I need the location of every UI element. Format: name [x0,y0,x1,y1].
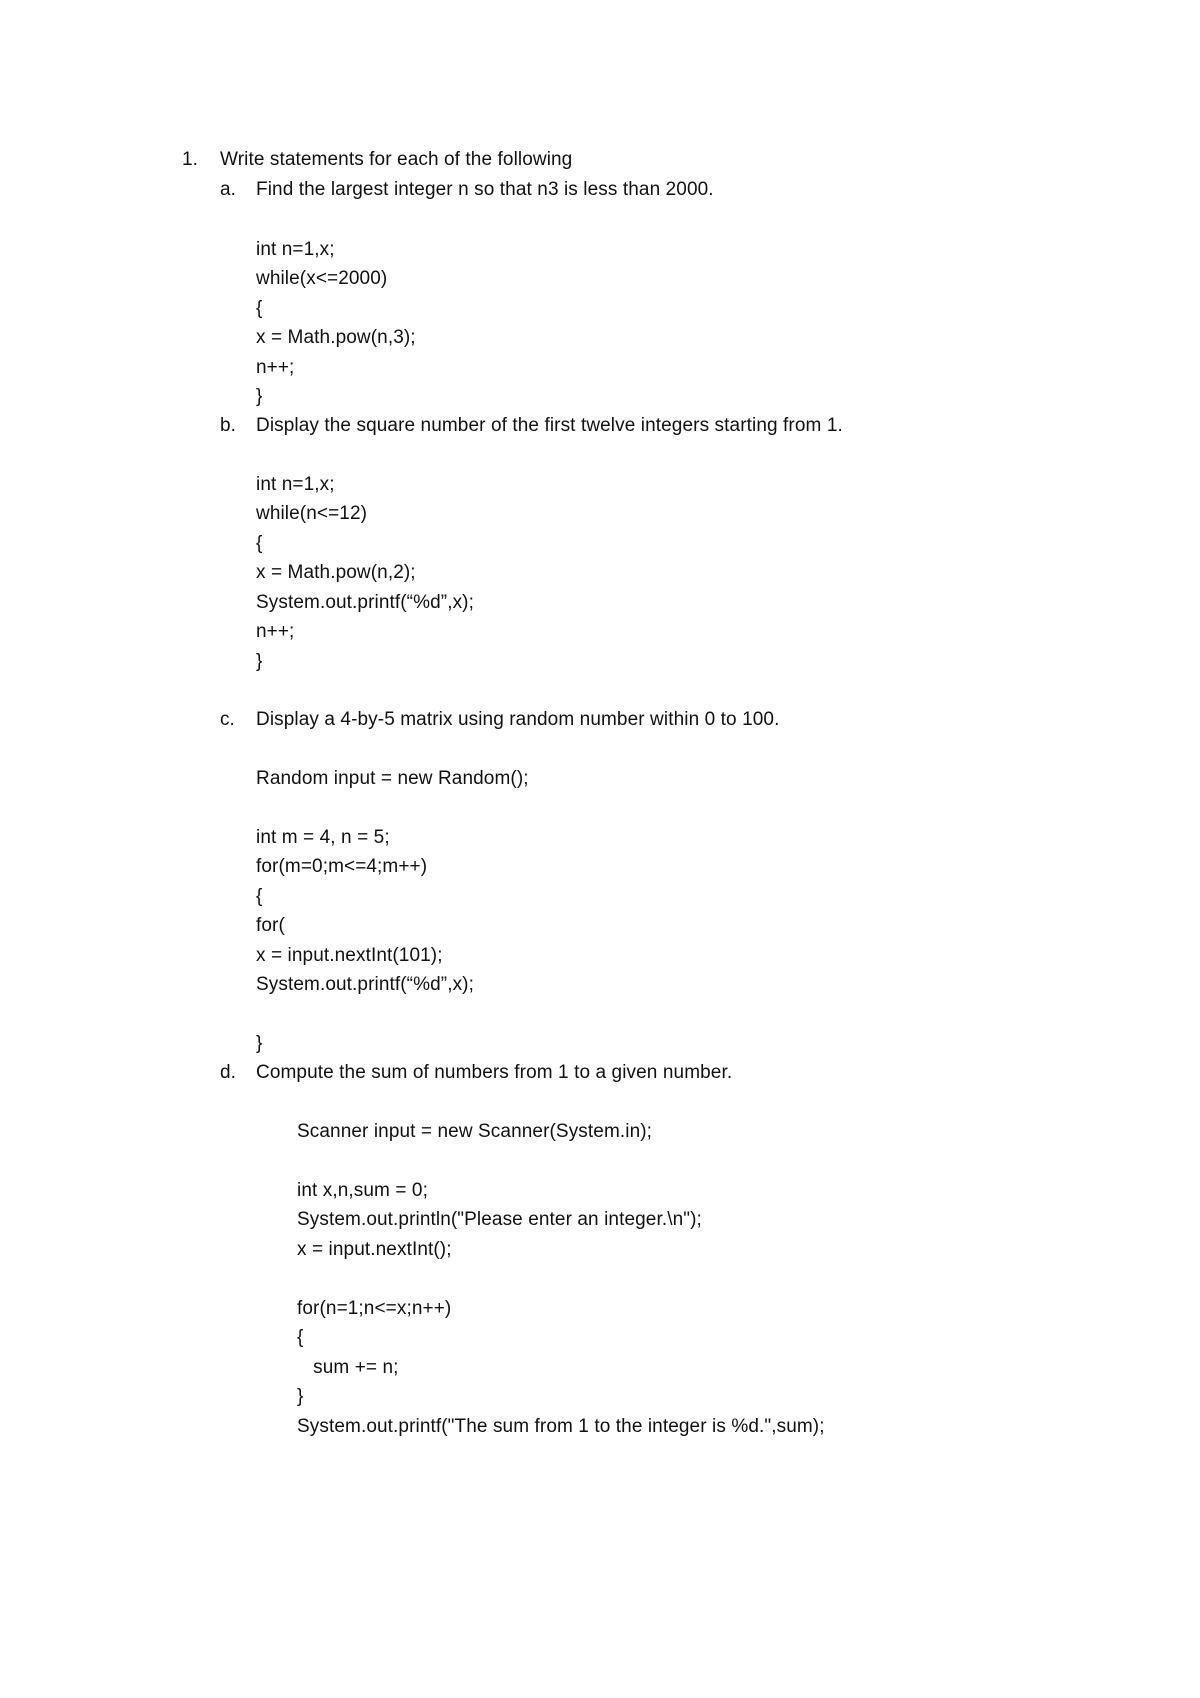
code-line: x = input.nextInt(101); [256,945,443,966]
part-d-label: d. [220,1062,236,1083]
code-line: int n=1,x; [256,239,335,260]
code-line: while(x<=2000) [256,268,388,289]
code-line: x = Math.pow(n,3); [256,327,416,348]
code-line: int m = 4, n = 5; [256,827,390,848]
part-c-prompt: Display a 4-by-5 matrix using random number within 0 to 100. [256,709,780,730]
part-b-prompt: Display the square number of the first twelve integers starting from 1. [256,415,843,436]
code-line: while(n<=12) [256,503,368,524]
code-line: } [256,1033,263,1054]
code-line: sum += n; [297,1357,399,1378]
code-line: { [297,1327,304,1348]
part-d-prompt: Compute the sum of numbers from 1 to a given number. [256,1062,733,1083]
code-line: n++; [256,357,295,378]
code-line: } [256,386,263,407]
part-c-label: c. [220,709,235,730]
code-line: System.out.println("Please enter an integer.\n"); [297,1209,702,1230]
code-line: int x,n,sum = 0; [297,1180,428,1201]
part-a-prompt: Find the largest integer n so that n3 is less than 2000. [256,179,714,200]
part-a-label: a. [220,179,236,200]
code-line: for(n=1;n<=x;n++) [297,1298,452,1319]
code-line: { [256,886,263,907]
code-line: int n=1,x; [256,474,335,495]
code-line: Random input = new Random(); [256,768,529,789]
code-line: System.out.printf("The sum from 1 to the integer is %d.",sum); [297,1416,825,1437]
code-line: for( [256,915,285,936]
code-line: x = Math.pow(n,2); [256,562,416,583]
code-line: } [297,1386,304,1407]
part-b-label: b. [220,415,236,436]
code-line: for(m=0;m<=4;m++) [256,856,428,877]
code-line: Scanner input = new Scanner(System.in); [297,1121,653,1142]
code-line: n++; [256,621,295,642]
code-line: System.out.printf(“%d”,x); [256,592,474,613]
code-line: { [256,533,263,554]
question-number: 1. [182,149,198,170]
code-line: x = input.nextInt(); [297,1239,452,1260]
code-line: { [256,298,263,319]
code-line: } [256,651,263,672]
question-title: Write statements for each of the following [220,149,573,170]
code-line: System.out.printf(“%d”,x); [256,974,474,995]
